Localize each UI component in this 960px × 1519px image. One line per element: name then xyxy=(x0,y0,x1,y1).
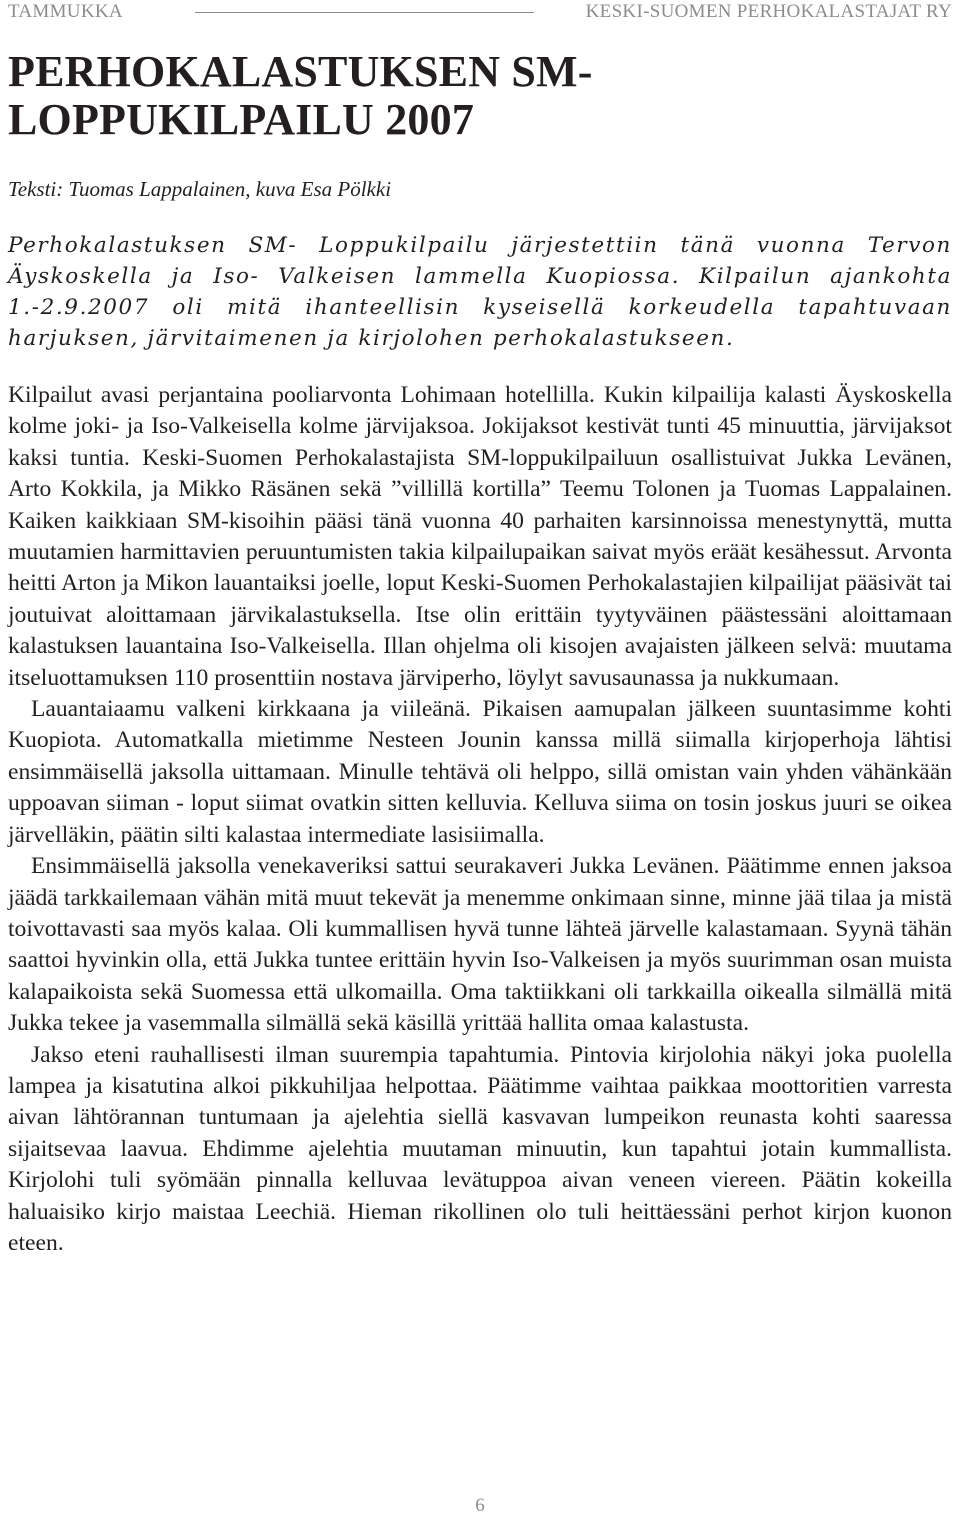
publisher-name: KESKI-SUOMEN PERHOKALASTAJAT RY xyxy=(585,1,952,22)
magazine-name: TAMMUKKA xyxy=(8,1,123,22)
article-body xyxy=(8,380,952,1259)
article-byline: Teksti: Tuomas Lappalainen, kuva Esa Pölkki xyxy=(8,177,392,201)
running-header xyxy=(8,0,952,24)
article-title: PERHOKALASTUKSEN SM- LOPPUKILPAILU 2007 xyxy=(8,47,593,144)
body-paragraph: Jakso eteni rauhallisesti ilman suurempia tapahtumia. Pintovia kirjolohia näkyi joka puolella lampea ja kisatutina alkoi pikkuhiljaa helpottaa. Päätimme vaihtaa paikkaa moottoritien varresta aivan lähtörannan tuntumaan ja ajelehtia siellä kasvavan lumpeikon reunasta kohti saaressa sijaitsevaa laavua. Ehdimme ajelehtia muutaman minuutin, kun tapahtui jotain kummallista. Kirjolohi tuli syömään pinnalla kelluvaa levätuppoa aivan veneen viereen. Päätin kokeilla haluaisiko kirjo maistaa Leechiä. Hieman rikollinen olo tuli heittäessäni perhot kirjon kuonon eteen. xyxy=(8,1041,952,1256)
article-lead: Perhokalastuksen SM- Loppukilpailu järjestettiin tänä vuonna Tervon Äyskoskella ja Iso- Valkeisen lammella Kuopiossa. Kilpailun ajankohta 1.-2.9.2007 oli mitä ihanteellisin kyseisellä korkeudella tapahtuvaan harjuksen, järvitaimenen ja kirjolohen perhokalastukseen. xyxy=(8,233,952,351)
page-number: 6 xyxy=(475,1495,485,1516)
body-paragraph: Ensimmäisellä jaksolla venekaveriksi sattui seurakaveri Jukka Levänen. Päätimme ennen jaksoa jäädä tarkkailemaan vähän mitä muut tekevät ja menemme onkimaan sinne, minne jää tilaa ja mistä toivottavasti saa myös kalaa. Oli kummallisen hyvä tunne lähteä järvelle kalastamaan. Syynä tähän saattoi hyvinkin olla, että Jukka tuntee erittäin hyvin Iso-Valkeisen ja myös suurimman osan muista kalapaikoista sekä Suomessa että ulkomailla. Oma taktiikkani oli tarkkailla oikealla silmällä mitä Jukka tekee ja vasemmalla silmällä sekä käsillä yrittää hallita omaa kalastusta. xyxy=(8,853,952,1037)
body-paragraph: Kilpailut avasi perjantaina pooliarvonta Lohimaan hotellilla. Kukin kilpailija kalasti Äyskoskella kolme joki- ja Iso-Valkeisella kolme järvijaksoa. Jokijaksot kestivät tunti 45 minuuttia, järvijaksot kaksi tuntia. Keski-Suomen Perhokalastajista SM-loppukilpailuun osallistuivat Jukka Levänen, Arto Kokkila, ja Mikko Räsänen sekä ”villillä kortilla” Teemu Tolonen ja Tuomas Lappalainen. Kaiken kaikkiaan SM-kisoihin pääsi tänä vuonna 40 parhaiten karsinnoissa menestynyttä, mutta muutamien harmittavien peruuntumisten takia kilpailupaikan saivat myös eräät kesähessut. Arvonta heitti Arton ja Mikon lauantaiksi joelle, loput Keski-Suomen Perhokalastajien kilpailijat pääsivät tai joutuivat aloittamaan järvikalastuksella. Itse olin erittäin tyytyväinen päästessäni aloittamaan kalastuksen lauantaina Iso-Valkeisella. Illan ohjelma oli kisojen avajaisten jälkeen selvä: muutama itseluottamuksen 110 prosenttiin nostava järviperho, löylyt savusaunassa ja nukkumaan. xyxy=(8,382,952,691)
body-paragraph: Lauantaiaamu valkeni kirkkaana ja viileänä. Pikaisen aamupalan jälkeen suuntasimme kohti Kuopiota. Automatkalla mietimme Nesteen Jounin kanssa millä siimalla kirjoperhoja lähtisi ensimmäisellä jaksolla uittamaan. Minulle tehtävä oli helppo, sillä omistan vain yhden vähänkään uppoavan siiman - loput siimat ovatkin sitten kelluvia. Kelluva siima on tosin joskus juuri se oikea järvelläkin, päätin silti kalastaa intermediate lasisiimalla. xyxy=(8,696,952,848)
header-rule xyxy=(195,12,534,13)
